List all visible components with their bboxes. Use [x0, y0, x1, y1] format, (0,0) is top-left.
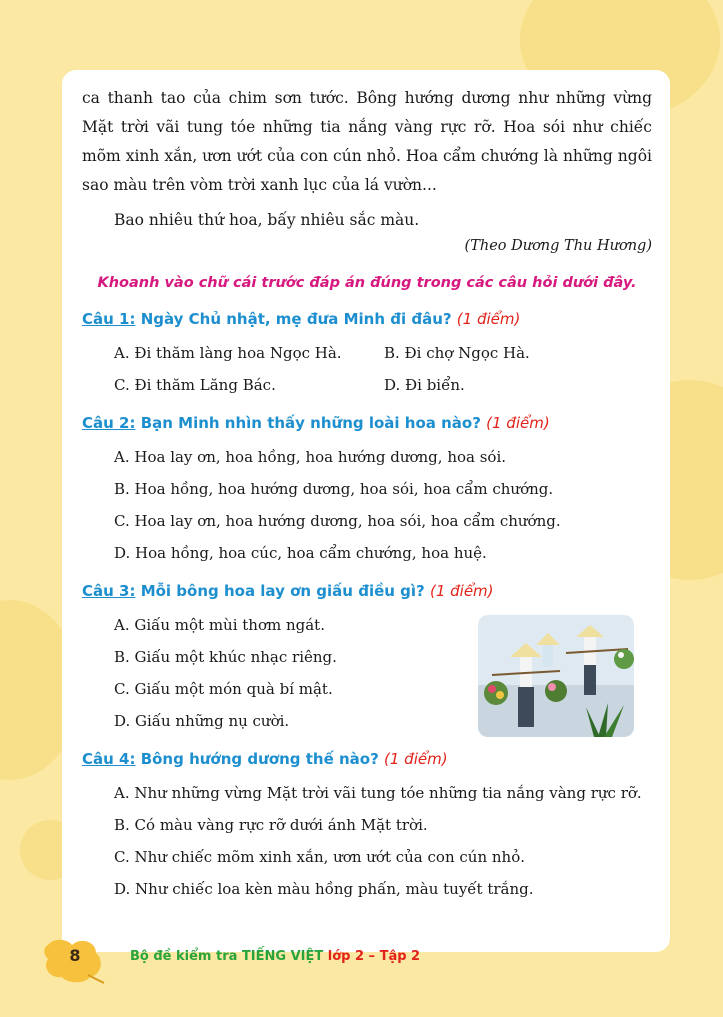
- option-b[interactable]: B. Có màu vàng rực rỡ dưới ánh Mặt trời.: [114, 816, 428, 834]
- question-2-number: Câu 2:: [82, 414, 136, 432]
- footer-title-grade: lớp 2 – Tập 2: [327, 949, 421, 964]
- option-b[interactable]: B. Đi chợ Ngọc Hà.: [384, 344, 530, 362]
- option-b[interactable]: B. Giấu một khúc nhạc riêng.: [114, 648, 337, 666]
- option-c[interactable]: C. Hoa lay ơn, hoa hướng dương, hoa sói, hoa cẩm chướng.: [114, 512, 561, 530]
- question-2-text: Bạn Minh nhìn thấy những loài hoa nào?: [135, 414, 487, 432]
- option-c[interactable]: C. Đi thăm Lăng Bác.: [114, 376, 276, 394]
- option-c[interactable]: C. Giấu một món quà bí mật.: [114, 680, 333, 698]
- flower-vendors-illustration: [478, 615, 634, 737]
- question-4-number: Câu 4:: [82, 750, 136, 768]
- option-a[interactable]: A. Hoa lay ơn, hoa hồng, hoa hướng dương, hoa sói.: [114, 448, 507, 466]
- option-d[interactable]: D. Đi biển.: [384, 376, 465, 394]
- question-1-points: (1 điểm): [456, 310, 521, 328]
- question-4-title: [82, 747, 652, 771]
- question-1-text: Ngày Chủ nhật, mẹ đưa Minh đi đâu?: [135, 310, 457, 328]
- footer-title: [130, 949, 420, 964]
- passage-paragraph: ca thanh tao của chim sơn tước. Bông hướng dương như những vừng Mặt trời vãi tung tóe những tia nắng vàng rực rỡ. Hoa sói như chiếc mõm xinh xắn, ươn ướt của con cún nhỏ. Hoa cẩm chướng là những ngôi sao màu trên vòm trời xanh lục của lá vườn...: [82, 89, 652, 194]
- question-2-title: [82, 411, 652, 435]
- question-3: [82, 579, 652, 737]
- question-1-number: Câu 1:: [82, 310, 136, 328]
- footer-title-series: Bộ đề kiểm tra TIẾNG VIỆT: [130, 949, 328, 964]
- question-1: [82, 307, 652, 401]
- question-1-title: [82, 307, 652, 331]
- passage-closing-line: Bao nhiêu thứ hoa, bấy nhiêu sắc màu.: [114, 211, 420, 229]
- question-4: [82, 747, 652, 905]
- question-3-number: Câu 3:: [82, 582, 136, 600]
- passage-source: (Theo Dương Thu Hương): [464, 238, 652, 254]
- question-2: [82, 411, 652, 569]
- option-d[interactable]: D. Như chiếc loa kèn màu hồng phấn, màu tuyết trắng.: [114, 880, 534, 898]
- option-b[interactable]: B. Hoa hồng, hoa hướng dương, hoa sói, hoa cẩm chướng.: [114, 480, 554, 498]
- question-3-text: Mỗi bông hoa lay ơn giấu điều gì?: [135, 582, 430, 600]
- question-3-title: [82, 579, 652, 603]
- question-1-options: [82, 337, 652, 401]
- option-a[interactable]: A. Như những vừng Mặt trời vãi tung tóe những tia nắng vàng rực rỡ.: [114, 784, 642, 802]
- instruction-text: Khoanh vào chữ cái trước đáp án đúng trong các câu hỏi dưới đây.: [97, 275, 637, 291]
- option-c[interactable]: C. Như chiếc mõm xinh xắn, ươn ướt của con cún nhỏ.: [114, 848, 525, 866]
- page-content: [82, 84, 652, 915]
- option-a[interactable]: A. Đi thăm làng hoa Ngọc Hà.: [114, 344, 342, 362]
- question-3-points: (1 điểm): [429, 582, 494, 600]
- option-d[interactable]: D. Hoa hồng, hoa cúc, hoa cẩm chướng, hoa huệ.: [114, 544, 487, 562]
- option-a[interactable]: A. Giấu một mùi thơm ngát.: [114, 616, 325, 634]
- page-number: 8: [69, 946, 81, 965]
- question-2-points: (1 điểm): [486, 414, 550, 432]
- option-d[interactable]: D. Giấu những nụ cười.: [114, 712, 290, 730]
- question-4-points: (1 điểm): [384, 750, 448, 768]
- question-4-text: Bông hướng dương thế nào?: [135, 750, 385, 768]
